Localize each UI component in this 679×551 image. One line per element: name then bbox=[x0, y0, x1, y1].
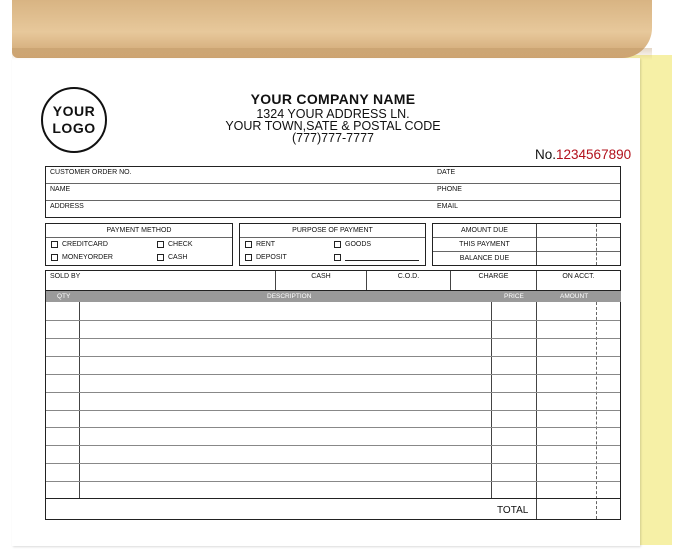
phone-label: PHONE bbox=[437, 186, 462, 193]
payment-method-title: PAYMENT METHOD bbox=[106, 227, 172, 234]
deposit-label: DEPOSIT bbox=[256, 254, 287, 261]
moneyorder-label: MONEYORDER bbox=[62, 254, 113, 261]
goods-checkbox[interactable] bbox=[334, 241, 341, 248]
items-table bbox=[45, 290, 621, 520]
amount-due-label: AMOUNT DUE bbox=[461, 227, 508, 234]
goods-label: GOODS bbox=[345, 241, 372, 248]
document-number-value: 1234567890 bbox=[556, 147, 632, 162]
balance-due-label: BALANCE DUE bbox=[459, 255, 510, 262]
table-row[interactable] bbox=[46, 481, 620, 482]
cash-label: CASH bbox=[168, 254, 188, 261]
table-row[interactable] bbox=[46, 410, 620, 411]
company-logo bbox=[41, 87, 107, 153]
date-label: DATE bbox=[437, 169, 456, 176]
table-row[interactable] bbox=[46, 427, 620, 428]
document-number bbox=[535, 147, 631, 162]
address-label: ADDRESS bbox=[50, 203, 84, 210]
customer-order-no-label: CUSTOMER ORDER NO. bbox=[50, 169, 132, 176]
items-table-header bbox=[46, 291, 621, 302]
deposit-checkbox[interactable] bbox=[245, 254, 252, 261]
company-address-1: 1324 YOUR ADDRESS LN. bbox=[256, 107, 410, 121]
on-account-label: ON ACCT. bbox=[562, 273, 595, 280]
logo-line-1: YOUR bbox=[52, 103, 96, 119]
table-row[interactable] bbox=[46, 356, 620, 357]
table-row[interactable] bbox=[46, 445, 620, 446]
cod-label: C.O.D. bbox=[397, 273, 420, 280]
other-purpose-line[interactable] bbox=[345, 260, 419, 261]
document-number-prefix: No. bbox=[535, 147, 557, 162]
creditcard-checkbox[interactable] bbox=[51, 241, 58, 248]
check-checkbox[interactable] bbox=[157, 241, 164, 248]
other-purpose-checkbox[interactable] bbox=[334, 254, 341, 261]
company-address-2: YOUR TOWN,SATE & POSTAL CODE bbox=[225, 119, 441, 133]
amount-column-header: AMOUNT bbox=[560, 292, 589, 300]
cash-payment-label: CASH bbox=[311, 273, 331, 280]
table-row[interactable] bbox=[46, 392, 620, 393]
qty-column-header: QTY bbox=[57, 292, 71, 300]
sold-by-label: SOLD BY bbox=[50, 273, 81, 280]
company-name: YOUR COMPANY NAME bbox=[250, 91, 416, 107]
table-row[interactable] bbox=[46, 374, 620, 375]
description-column-header: DESCRIPTION bbox=[267, 292, 312, 300]
charge-label: CHARGE bbox=[478, 273, 509, 280]
name-label: NAME bbox=[50, 186, 71, 193]
purpose-of-payment-title: PURPOSE OF PAYMENT bbox=[292, 227, 373, 234]
table-row[interactable] bbox=[46, 463, 620, 464]
company-phone: (777)777-7777 bbox=[291, 131, 374, 145]
total-label: TOTAL bbox=[497, 505, 529, 516]
creditcard-label: CREDITCARD bbox=[62, 241, 108, 248]
rent-label: RENT bbox=[256, 241, 276, 248]
this-payment-label: THIS PAYMENT bbox=[459, 241, 510, 248]
moneyorder-checkbox[interactable] bbox=[51, 254, 58, 261]
table-row[interactable] bbox=[46, 338, 620, 339]
price-column-header: PRICE bbox=[504, 292, 524, 300]
rent-checkbox[interactable] bbox=[245, 241, 252, 248]
logo-line-2: LOGO bbox=[52, 120, 96, 136]
cash-checkbox[interactable] bbox=[157, 254, 164, 261]
check-label: CHECK bbox=[168, 241, 193, 248]
email-label: EMAIL bbox=[437, 203, 459, 210]
table-row[interactable] bbox=[46, 320, 620, 321]
